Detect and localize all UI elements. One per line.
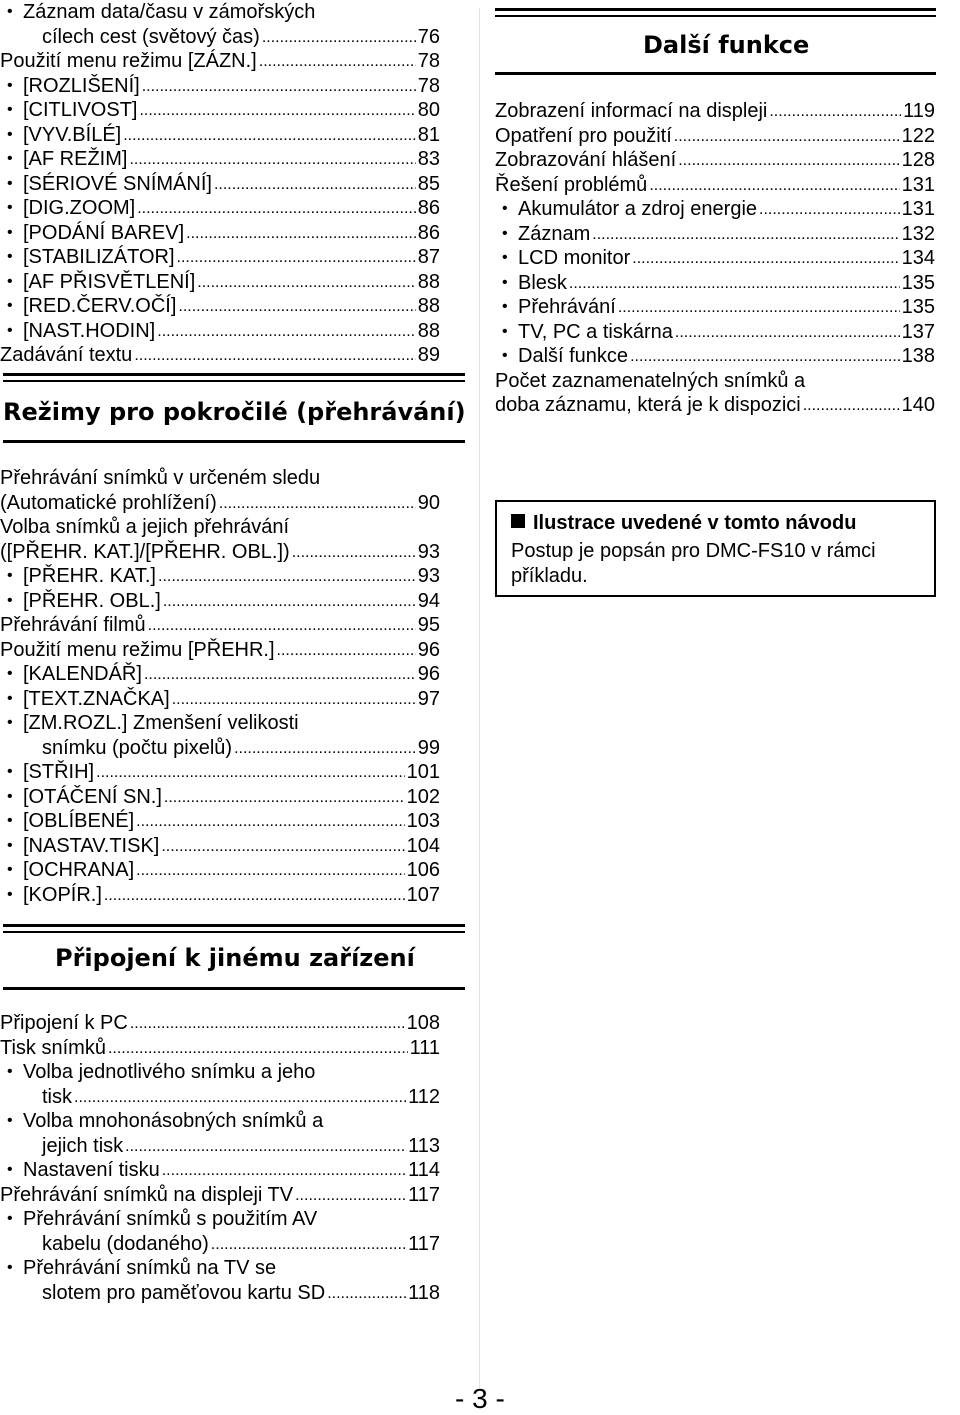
bullet-icon: • [7, 1210, 13, 1227]
toc-entry [7, 294, 440, 318]
toc-entry-text: (Automatické prohlížení) [0, 491, 217, 514]
leader-dots [259, 49, 416, 73]
bullet-icon: • [7, 1112, 13, 1129]
toc-entry-page: 104 [406, 834, 440, 857]
toc-entry-text: [KOPÍR.] [23, 883, 102, 906]
column-divider [479, 8, 480, 1388]
leader-dots [803, 393, 900, 417]
toc-entry-text: Přehrávání filmů [0, 614, 146, 636]
bullet-icon: • [7, 591, 13, 609]
toc-entry-text: Použití menu režimu [PŘEHR.] [0, 638, 275, 661]
toc-entry [502, 320, 935, 344]
toc-entry-text: [PODÁNÍ BAREV] [23, 221, 185, 244]
toc-entry [7, 883, 440, 907]
toc-entry [7, 270, 440, 294]
section-rule-other-bottom [495, 72, 936, 75]
toc-entry-page: 83 [417, 148, 440, 170]
toc-entry [0, 515, 440, 539]
toc-entry-text: Řešení problémů [495, 173, 648, 196]
leader-dots [157, 319, 416, 343]
leader-dots [618, 295, 900, 319]
toc-entry [0, 638, 440, 662]
toc-entry-page: 97 [417, 687, 440, 710]
toc-entry [7, 711, 440, 735]
bullet-icon: • [7, 125, 13, 143]
toc-entry [0, 466, 440, 490]
leader-dots [211, 1232, 406, 1256]
toc-entry [7, 0, 440, 24]
toc-entry-text: Tisk snímků [0, 1036, 106, 1059]
toc-entry [42, 736, 440, 760]
bullet-icon: • [7, 174, 13, 192]
bullet-icon: • [7, 3, 13, 20]
toc-entry-page: 99 [417, 736, 440, 759]
toc-entry-text: Záznam data/času v zámořských [23, 1, 316, 23]
page-number: - 3 - [455, 1383, 505, 1414]
toc-entry [502, 344, 935, 368]
toc-entry [7, 564, 440, 588]
toc-entry [502, 295, 935, 319]
toc-entry [0, 49, 440, 73]
toc-entry-page: 103 [406, 810, 440, 832]
toc-entry-text: Připojení k PC [0, 1012, 128, 1034]
leader-dots [74, 1085, 406, 1109]
leader-dots [197, 270, 415, 294]
toc-entry-text: [OBLÍBENÉ] [23, 810, 135, 832]
bullet-icon: • [7, 836, 13, 854]
bullet-icon: • [502, 249, 508, 266]
toc-entry-page: 88 [417, 270, 440, 293]
toc-entry [495, 99, 935, 123]
toc-entry [502, 222, 935, 246]
toc-entry-text: Přehrávání snímků na TV se [23, 1257, 277, 1279]
leader-dots [177, 245, 416, 269]
toc-entry [7, 1109, 440, 1133]
bullet-icon: • [7, 321, 13, 339]
toc-entry-page: 118 [408, 1281, 440, 1304]
toc-entry [0, 1183, 440, 1207]
toc-entry-text: Přehrávání snímků v určeném sledu [0, 467, 321, 489]
leader-dots [632, 246, 899, 270]
bullet-icon: • [7, 689, 13, 707]
toc-entry-text: [CITLIVOST] [23, 99, 138, 121]
bullet-icon: • [7, 665, 13, 682]
toc-entry-page: 102 [406, 785, 440, 808]
toc-entry [7, 1256, 440, 1280]
bullet-icon: • [502, 347, 508, 364]
toc-entry-page: 86 [417, 221, 440, 244]
toc-entry [7, 858, 440, 882]
leader-dots [292, 540, 416, 564]
bullet-icon: • [7, 199, 13, 216]
section-rule-bottom [3, 440, 465, 443]
leader-dots [164, 785, 405, 809]
toc-entry-text: Přehrávání [518, 296, 616, 318]
toc-entry-text: Přehrávání snímků s použitím AV [23, 1208, 318, 1230]
bullet-icon: • [7, 76, 13, 94]
toc-entry-text: Nastavení tisku [23, 1159, 160, 1181]
toc-entry-text: [VYV.BÍLÉ] [23, 123, 122, 146]
bullet-icon: • [7, 297, 13, 314]
section-rule-connect-top [3, 924, 465, 927]
toc-entry [7, 662, 440, 686]
bullet-icon: • [7, 223, 13, 241]
bullet-icon: • [7, 714, 13, 731]
bullet-icon: • [7, 1161, 13, 1178]
bullet-icon: • [7, 861, 13, 878]
toc-entry-page: 113 [408, 1134, 440, 1157]
bullet-icon: • [7, 1259, 13, 1276]
toc-entry [495, 393, 935, 417]
toc-entry [0, 1011, 440, 1035]
bullet-icon: • [7, 272, 13, 290]
leader-dots [142, 74, 416, 98]
leader-dots [158, 564, 416, 588]
toc-entry [0, 343, 440, 367]
toc-entry [7, 785, 440, 809]
toc-entry-text: Další funkce [518, 345, 629, 367]
section-title-playback: Režimy pro pokročilé (přehrávání) [3, 398, 466, 426]
leader-dots [649, 173, 899, 197]
toc-entry-page: 134 [901, 247, 935, 269]
toc-entry-text: [STABILIZÁTOR] [23, 246, 175, 268]
leader-dots [178, 294, 415, 318]
toc-entry-text: Zobrazení informací na displeji [495, 100, 768, 122]
leader-dots [144, 662, 416, 686]
toc-entry [7, 1207, 440, 1231]
toc-entry-text: kabelu (dodaného) [42, 1232, 209, 1255]
leader-dots [163, 589, 416, 613]
note-box [495, 500, 936, 597]
toc-entry-text: [OCHRANA] [23, 859, 135, 881]
toc-entry-page: 81 [417, 123, 440, 146]
toc-entry [7, 123, 440, 147]
toc-entry-text: Použití menu režimu [ZÁZN.] [0, 50, 257, 72]
toc-entry-page: 94 [417, 589, 440, 612]
toc-entry-text: [ZM.ROZL.] Zmenšení velikosti [23, 712, 299, 734]
toc-entry [0, 1036, 440, 1060]
bullet-icon: • [7, 1063, 13, 1080]
toc-entry-text: [AF REŽIM] [23, 148, 128, 170]
square-bullet-icon [511, 514, 525, 528]
toc-entry-page: 95 [417, 614, 440, 636]
toc-entry-page: 78 [417, 74, 440, 97]
toc-entry-text: [TEXT.ZNAČKA] [23, 687, 170, 710]
toc-entry-page: 93 [417, 565, 440, 587]
toc-entry-page: 96 [417, 663, 440, 685]
note-body: Postup je popsán pro DMC-FS10 v rámci příkladu. [511, 540, 876, 587]
leader-dots [219, 491, 416, 515]
toc-entry [42, 1281, 440, 1305]
toc-entry-page: 89 [417, 344, 440, 366]
toc-entry-page: 76 [417, 25, 440, 48]
toc-entry-text: [STŘIH] [23, 761, 95, 783]
leader-dots [186, 221, 416, 245]
toc-entry [495, 369, 935, 393]
toc-entry [7, 245, 440, 269]
toc-entry [7, 221, 440, 245]
toc-entry-page: 119 [903, 100, 935, 122]
bullet-icon: • [502, 224, 508, 242]
leader-dots [769, 99, 901, 123]
toc-entry [7, 589, 440, 613]
toc-entry-text: jejich tisk [42, 1134, 124, 1157]
leader-dots [759, 197, 900, 221]
bullet-icon: • [502, 273, 508, 291]
toc-entry [7, 147, 440, 171]
toc-entry [502, 197, 935, 221]
leader-dots [96, 760, 405, 784]
toc-entry-page: 93 [417, 540, 440, 563]
toc-entry-text: doba záznamu, která je k dispozici [495, 394, 801, 416]
toc-entry-page: 137 [901, 320, 935, 343]
toc-entry-page: 107 [406, 883, 440, 906]
leader-dots [139, 98, 415, 122]
toc-entry-page: 135 [901, 296, 935, 318]
toc-entry-page: 86 [417, 197, 440, 219]
section-rule-other-top [495, 8, 936, 11]
section-rule-other-top-2 [495, 15, 936, 17]
toc-entry-text: Volba mnohonásobných snímků a [23, 1110, 324, 1132]
toc-entry [7, 172, 440, 196]
leader-dots [123, 123, 416, 147]
toc-entry [7, 196, 440, 220]
leader-dots [675, 320, 900, 344]
toc-entry [502, 246, 935, 270]
toc-entry-text: [RED.ČERV.OČÍ] [23, 295, 177, 317]
toc-entry [0, 613, 440, 637]
toc-entry-text: [ROZLIŠENÍ] [23, 74, 140, 97]
toc-entry-text: Volba snímků a jejich přehrávání [0, 516, 290, 538]
toc-entry-page: 106 [406, 859, 440, 881]
leader-dots [678, 148, 899, 172]
bullet-icon: • [7, 763, 13, 780]
leader-dots [148, 613, 416, 637]
toc-entry [42, 1134, 440, 1158]
toc-entry [7, 1158, 440, 1182]
bullet-icon: • [7, 101, 13, 118]
leader-dots [137, 196, 416, 220]
toc-entry-text: [KALENDÁŘ] [23, 663, 142, 685]
leader-dots [136, 809, 404, 833]
leader-dots [234, 736, 416, 760]
bullet-icon: • [502, 298, 508, 315]
leader-dots [125, 1134, 406, 1158]
toc-entry-text: Blesk [518, 271, 567, 294]
note-title [511, 512, 856, 535]
toc-entry-page: 131 [901, 198, 935, 220]
toc-entry-text: slotem pro paměťovou kartu SD [42, 1281, 326, 1304]
toc-entry-page: 96 [417, 638, 440, 661]
leader-dots [172, 687, 416, 711]
toc-entry-page: 131 [901, 173, 935, 196]
toc-entry [495, 124, 935, 148]
leader-dots [674, 124, 900, 148]
toc-entry-page: 80 [417, 99, 440, 121]
section-rule-top [3, 373, 465, 376]
toc-entry [0, 491, 440, 515]
bullet-icon: • [7, 812, 13, 829]
toc-entry [7, 687, 440, 711]
toc-entry [7, 1060, 440, 1084]
leader-dots [108, 1036, 408, 1060]
bullet-icon: • [7, 248, 13, 265]
toc-entry-page: 135 [901, 271, 935, 294]
toc-entry-page: 87 [417, 246, 440, 268]
toc-entry-page: 112 [408, 1085, 440, 1108]
leader-dots [569, 271, 900, 295]
leader-dots [162, 1158, 406, 1182]
leader-dots [630, 344, 900, 368]
toc-entry-page: 88 [417, 319, 440, 342]
leader-dots [214, 172, 416, 196]
leader-dots [161, 834, 404, 858]
toc-entry [42, 1085, 440, 1109]
leader-dots [134, 343, 415, 367]
toc-entry-page: 122 [901, 124, 935, 147]
toc-entry [495, 148, 935, 172]
toc-entry-page: 117 [408, 1232, 440, 1255]
toc-entry-page: 101 [406, 761, 440, 783]
toc-entry-text: cílech cest (světový čas) [42, 25, 260, 48]
leader-dots [327, 1281, 406, 1305]
bullet-icon: • [7, 150, 13, 167]
leader-dots [104, 883, 405, 907]
leader-dots [592, 222, 899, 246]
toc-entry-page: 85 [417, 172, 440, 195]
toc-entry-text: TV, PC a tiskárna [518, 320, 673, 343]
toc-entry-text: LCD monitor [518, 247, 631, 269]
toc-entry-page: 128 [901, 149, 935, 171]
toc-entry [7, 834, 440, 858]
toc-entry-text: [OTÁČENÍ SN.] [23, 785, 162, 808]
toc-entry-text: Volba jednotlivého snímku a jeho [23, 1061, 316, 1083]
toc-entry-text: [SÉRIOVÉ SNÍMÁNÍ] [23, 172, 212, 195]
leader-dots [262, 25, 416, 49]
leader-dots [295, 1183, 406, 1207]
toc-entry [0, 540, 440, 564]
toc-entry [7, 74, 440, 98]
toc-entry-page: 132 [901, 222, 935, 245]
toc-entry [7, 319, 440, 343]
toc-entry [7, 98, 440, 122]
bullet-icon: • [502, 200, 508, 217]
toc-entry-text: [NASTAV.TISK] [23, 834, 160, 857]
toc-entry-page: 140 [901, 394, 935, 416]
toc-entry-text: Záznam [518, 222, 591, 245]
leader-dots [130, 1011, 405, 1035]
leader-dots [129, 147, 415, 171]
toc-entry [7, 809, 440, 833]
toc-entry-text: tisk [42, 1085, 72, 1108]
toc-entry-page: 114 [408, 1159, 440, 1181]
toc-entry-page: 90 [417, 491, 440, 514]
toc-entry [495, 173, 935, 197]
toc-entry-text: [PŘEHR. KAT.] [23, 565, 156, 587]
toc-entry [42, 25, 440, 49]
toc-entry-page: 111 [409, 1036, 440, 1059]
bullet-icon: • [502, 322, 508, 340]
toc-entry-text: [PŘEHR. OBL.] [23, 589, 161, 612]
toc-entry-text: Akumulátor a zdroj energie [518, 198, 758, 220]
bullet-icon: • [7, 885, 13, 903]
toc-entry-text: ([PŘEHR. KAT.]/[PŘEHR. OBL.]) [0, 540, 290, 563]
toc-entry-text: Počet zaznamenatelných snímků a [495, 369, 806, 392]
toc-entry-text: Zobrazování hlášení [495, 149, 677, 171]
toc-entry-text: [DIG.ZOOM] [23, 197, 136, 219]
toc-entry [502, 271, 935, 295]
toc-entry-text: snímku (počtu pixelů) [42, 736, 233, 759]
bullet-icon: • [7, 567, 13, 584]
toc-entry-text: Zadávání textu [0, 344, 133, 366]
leader-dots [136, 858, 405, 882]
toc-entry [42, 1232, 440, 1256]
section-title-connect: Připojení k jinému zařízení [55, 944, 415, 972]
toc-entry-page: 117 [408, 1183, 440, 1206]
toc-entry-text: Opatření pro použití [495, 124, 672, 147]
section-rule-top-2 [3, 380, 465, 382]
toc-entry-page: 78 [417, 50, 440, 72]
section-rule-connect-top-2 [3, 931, 465, 933]
toc-entry [7, 760, 440, 784]
leader-dots [277, 638, 416, 662]
toc-entry-text: Přehrávání snímků na displeji TV [0, 1183, 294, 1206]
toc-entry-page: 138 [901, 345, 935, 367]
toc-entry-page: 88 [417, 295, 440, 317]
toc-entry-text: [NAST.HODIN] [23, 319, 156, 342]
toc-entry-page: 108 [406, 1012, 440, 1034]
bullet-icon: • [7, 787, 13, 805]
note-title-text: Ilustrace uvedené v tomto návodu [533, 512, 857, 534]
toc-entry-text: [AF PŘISVĚTLENÍ] [23, 270, 196, 293]
section-title-other: Další funkce [643, 31, 810, 59]
section-rule-connect-bottom [3, 987, 465, 990]
